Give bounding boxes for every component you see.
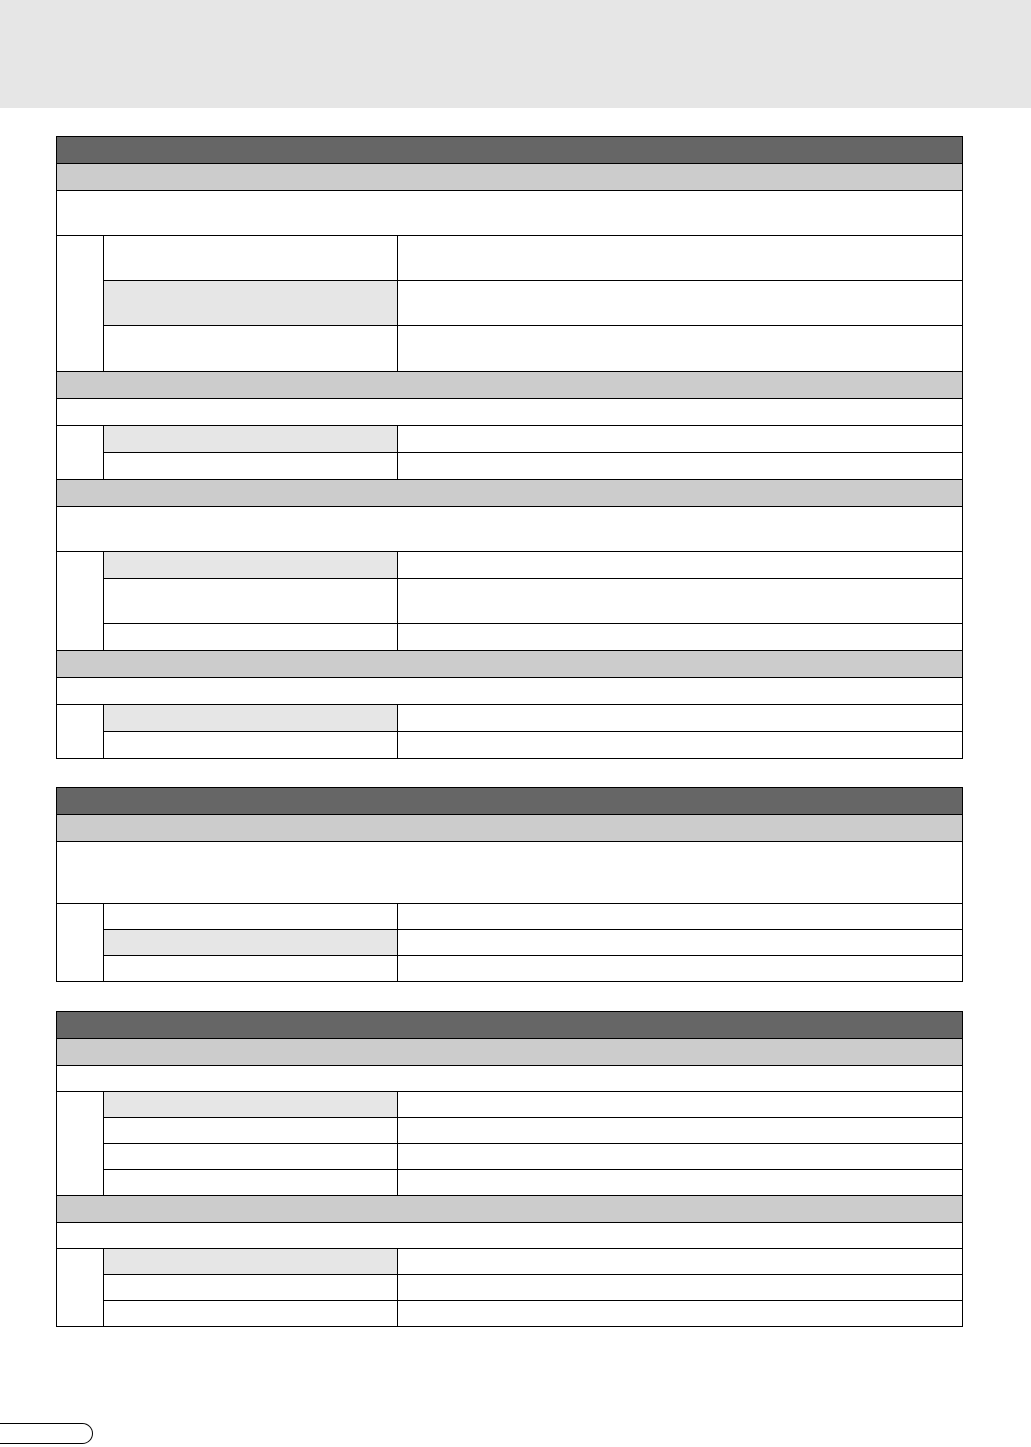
row-label <box>104 1092 398 1117</box>
section-description <box>57 678 962 705</box>
section-heading <box>57 1039 962 1066</box>
table-row <box>104 1301 962 1326</box>
row-label <box>104 930 398 955</box>
table-row <box>104 453 962 479</box>
section-rows <box>57 705 962 758</box>
row-label <box>104 326 398 371</box>
row-value <box>398 930 962 955</box>
row-value <box>398 1275 962 1300</box>
table-row <box>104 1118 962 1144</box>
row-label <box>104 552 398 578</box>
row-group-marker <box>57 1092 104 1195</box>
section-rows <box>57 552 962 651</box>
table-row <box>104 1144 962 1170</box>
row-value <box>398 1118 962 1143</box>
page-header-band <box>0 0 1031 108</box>
row-group-marker <box>57 904 104 981</box>
spec-table-2 <box>56 787 963 982</box>
row-label <box>104 1301 398 1326</box>
row-label <box>104 1144 398 1169</box>
table-row <box>104 624 962 650</box>
section-heading <box>57 372 962 399</box>
table-row <box>104 930 962 956</box>
table-row <box>104 956 962 981</box>
row-label <box>104 426 398 452</box>
section-rows <box>57 426 962 480</box>
section-description <box>57 842 962 904</box>
table-row <box>104 236 962 281</box>
table-row <box>104 1249 962 1275</box>
table-row <box>104 732 962 758</box>
row-value <box>398 453 962 479</box>
table-row <box>104 281 962 326</box>
table-title-bar <box>57 788 962 815</box>
row-label <box>104 1170 398 1195</box>
row-label <box>104 732 398 758</box>
table-row <box>104 1275 962 1301</box>
row-value <box>398 281 962 325</box>
row-value <box>398 904 962 929</box>
row-label <box>104 579 398 623</box>
section-description <box>57 191 962 236</box>
section-heading <box>57 1196 962 1223</box>
row-value <box>398 1144 962 1169</box>
row-value <box>398 1170 962 1195</box>
row-value <box>398 326 962 371</box>
row-value <box>398 1249 962 1274</box>
table-row <box>104 1170 962 1195</box>
row-group-marker <box>57 705 104 758</box>
row-label <box>104 956 398 981</box>
row-group-marker <box>57 236 104 371</box>
row-label <box>104 453 398 479</box>
row-label <box>104 281 398 325</box>
row-group-marker <box>57 426 104 479</box>
table-row <box>104 426 962 453</box>
table-row <box>104 705 962 732</box>
row-group-marker <box>57 552 104 650</box>
section-description <box>57 399 962 426</box>
section-heading <box>57 480 962 507</box>
row-label <box>104 624 398 650</box>
row-label <box>104 705 398 731</box>
spec-table-1 <box>56 136 963 759</box>
row-value <box>398 579 962 623</box>
section-rows <box>57 236 962 372</box>
section-rows <box>57 904 962 981</box>
section-heading <box>57 815 962 842</box>
page-number-tab <box>0 1423 93 1444</box>
section-description <box>57 507 962 552</box>
table-row <box>104 552 962 579</box>
table-row <box>104 904 962 930</box>
section-description <box>57 1223 962 1249</box>
row-value <box>398 426 962 452</box>
row-value <box>398 956 962 981</box>
section-rows <box>57 1249 962 1326</box>
row-value <box>398 705 962 731</box>
row-value <box>398 1301 962 1326</box>
section-description <box>57 1066 962 1092</box>
row-value <box>398 552 962 578</box>
row-label <box>104 1118 398 1143</box>
row-group-marker <box>57 1249 104 1326</box>
spec-table-3 <box>56 1011 963 1327</box>
table-row <box>104 326 962 371</box>
row-label <box>104 904 398 929</box>
row-label <box>104 1249 398 1274</box>
section-heading <box>57 164 962 191</box>
row-label <box>104 236 398 280</box>
row-value <box>398 732 962 758</box>
table-title-bar <box>57 137 962 164</box>
table-row <box>104 579 962 624</box>
row-label <box>104 1275 398 1300</box>
section-rows <box>57 1092 962 1196</box>
section-heading <box>57 651 962 678</box>
row-value <box>398 1092 962 1117</box>
row-value <box>398 236 962 280</box>
table-row <box>104 1092 962 1118</box>
table-title-bar <box>57 1012 962 1039</box>
row-value <box>398 624 962 650</box>
